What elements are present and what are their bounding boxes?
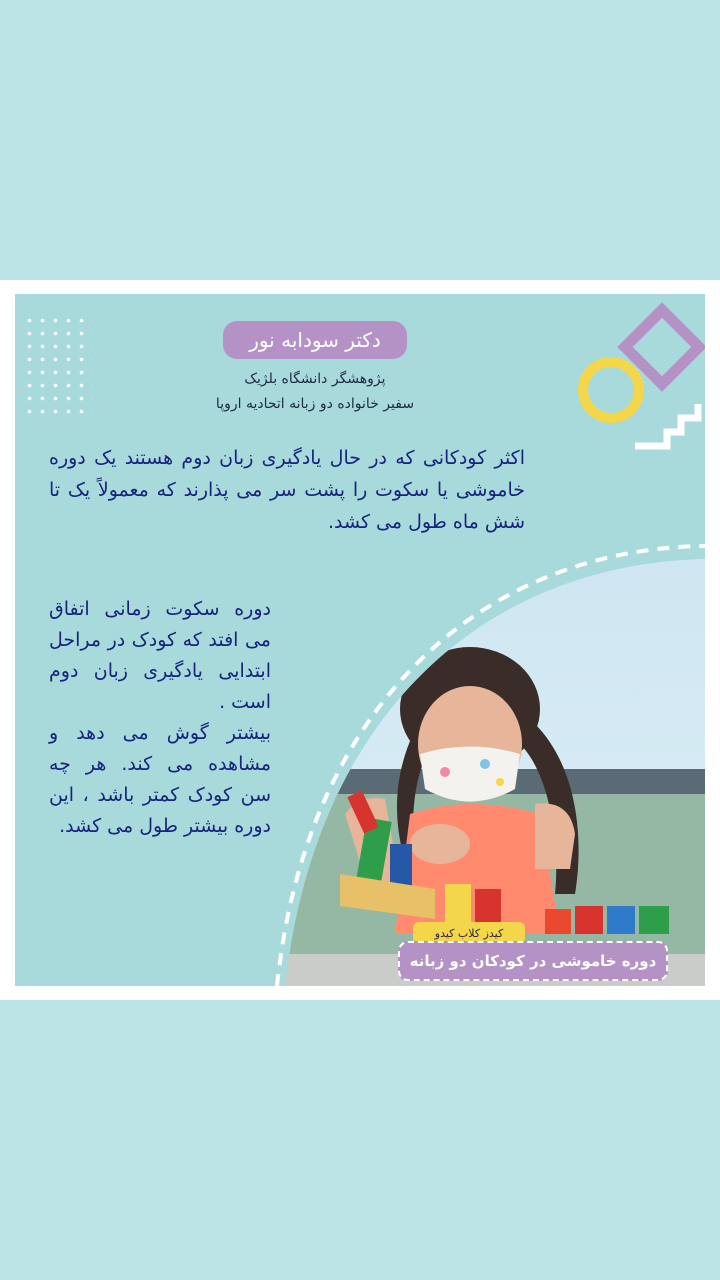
brand-badge: کیدز کلاب کیدو: [413, 922, 525, 944]
detail-paragraph-part2: بیشتر گوش می دهد و مشاهده می کند. هر چه سن کودک کمتر باشد ، این دوره بیشتر طول می کشد.: [49, 722, 271, 837]
author-title-line1: پژوهشگر دانشگاه بلژیک: [244, 371, 386, 387]
topic-title-badge: دوره خاموشی در کودکان دو زبانه: [398, 941, 668, 981]
author-title-line2: سفیر خانواده دو زبانه اتحادیه اروپا: [215, 396, 415, 412]
author-name-badge: دکتر سودابه نور: [223, 321, 407, 359]
intro-paragraph: اکثر کودکانی که در حال یادگیری زبان دوم هستند یک دوره خاموشی یا سکوت را پشت سر می پذارند که معمولاً یک تا شش ماه طول می کشد.: [49, 447, 525, 533]
post-frame: [0, 280, 720, 1000]
detail-paragraph-part1: دوره سکوت زمانی اتفاق می افتد که کودک در مراحل ابتدایی یادگیری زبان دوم است .: [49, 598, 271, 713]
detail-paragraph: [49, 594, 271, 842]
post-card: [15, 294, 705, 986]
